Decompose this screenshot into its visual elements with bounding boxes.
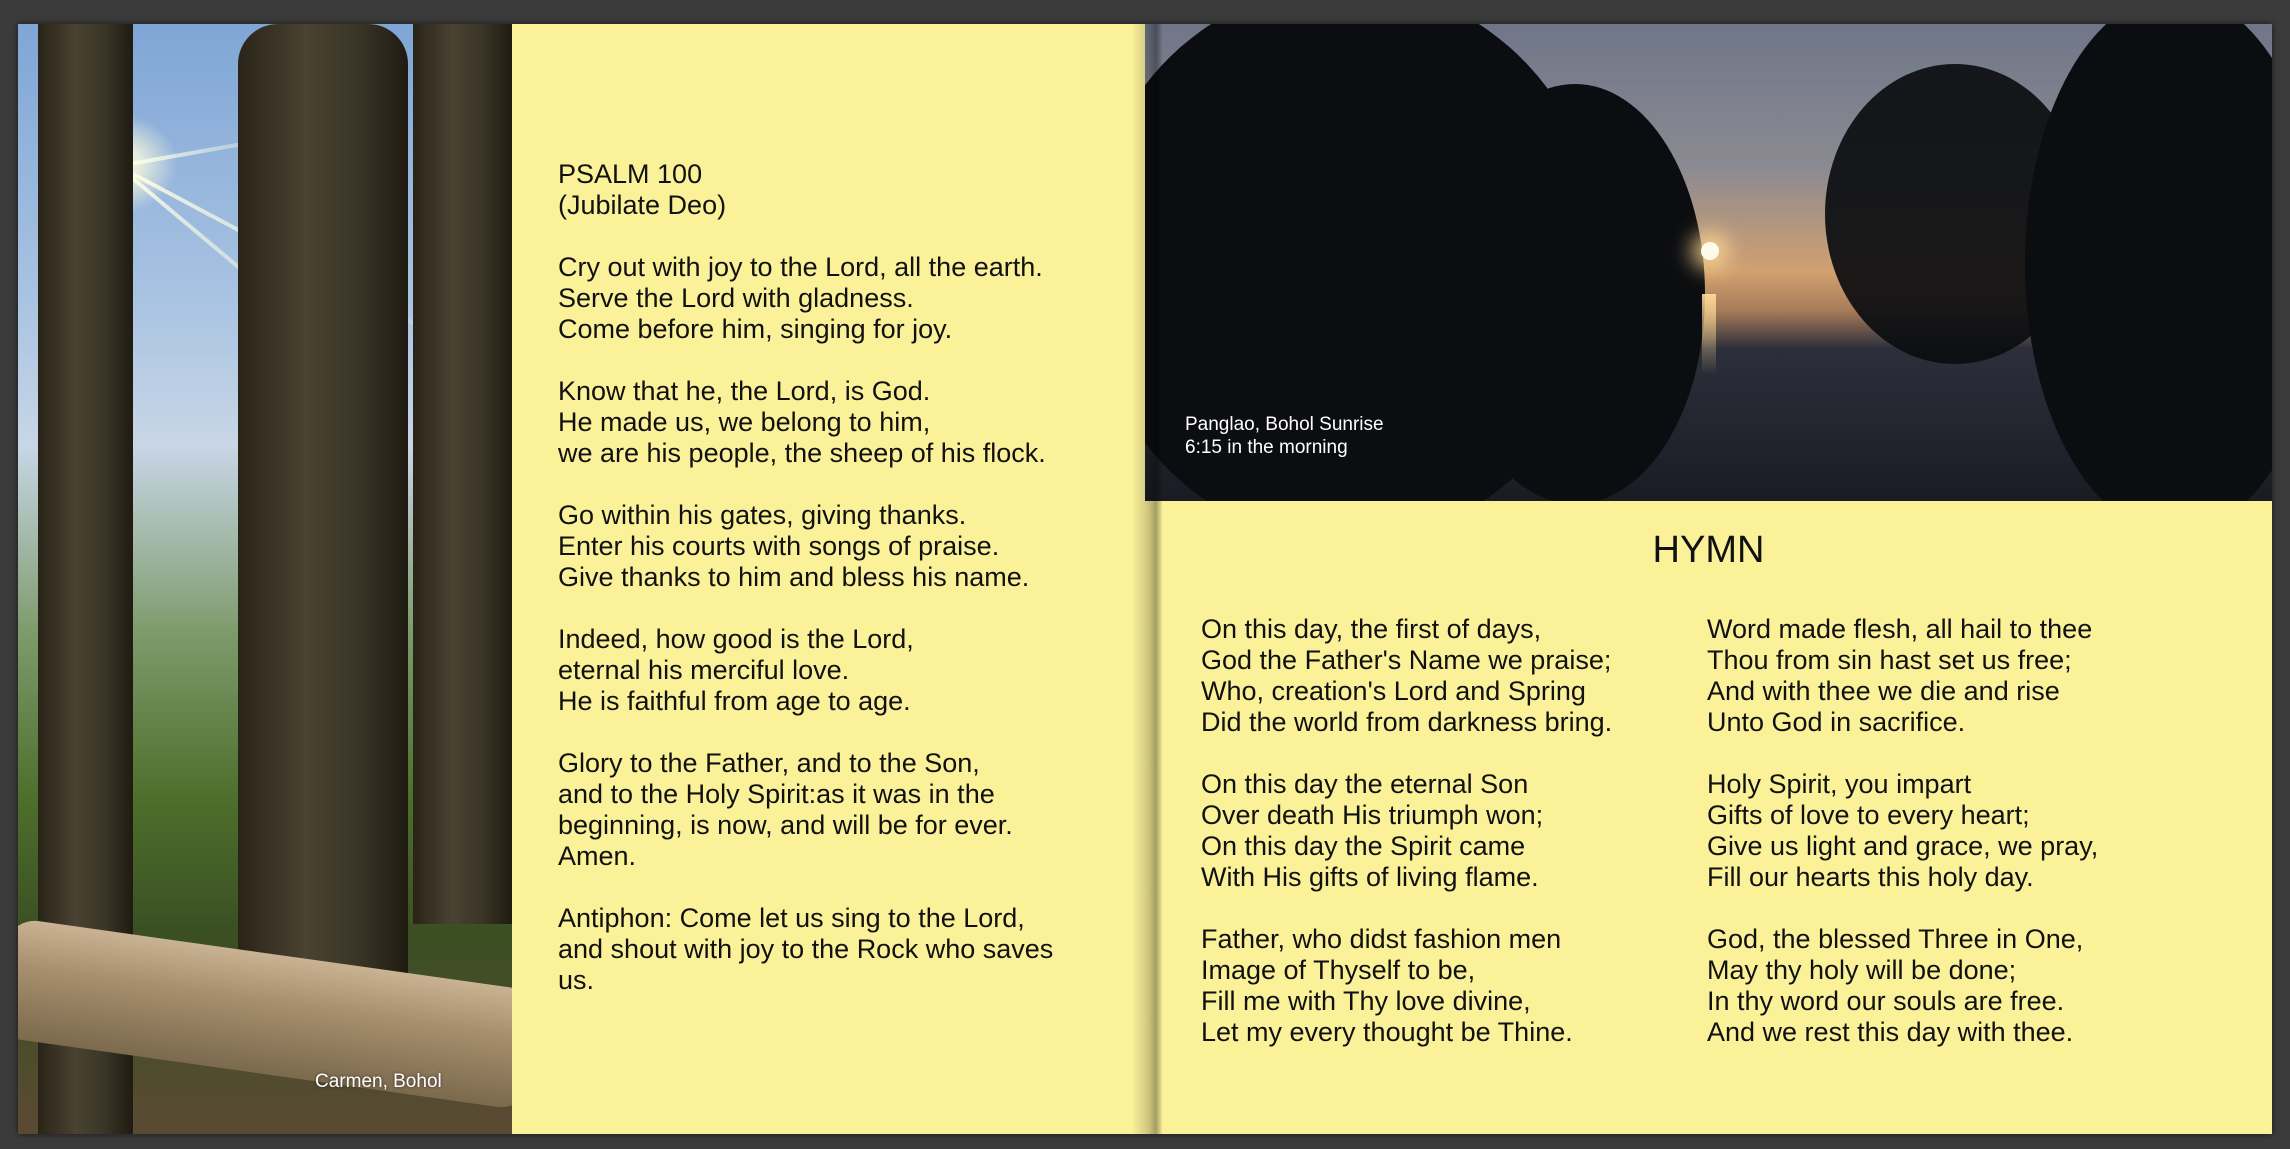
antiphon: Antiphon: Come let us sing to the Lord, and shout with joy to the Rock who saves us. [558, 903, 1054, 995]
sun-reflection [1702, 294, 1716, 374]
psalm-stanza: Glory to the Father, and to the Son, and to the Holy Spirit:as it was in the beginning, is now, and will be for ever. Amen. [558, 748, 1013, 871]
page-gutter [1132, 24, 1162, 1134]
photo-caption-right: Panglao, Bohol Sunrise 6:15 in the morning [1185, 414, 1384, 458]
hymn-title: HYMN [1652, 529, 1765, 571]
hymn-stanza: God, the blessed Three in One, May thy holy will be done; In thy word our souls are free. And we rest this day with thee. [1707, 924, 2084, 1047]
tree-trunk [413, 24, 512, 924]
psalm-stanza: Go within his gates, giving thanks. Enter his courts with songs of praise. Give thanks to him and bless his name. [558, 500, 1030, 592]
photo-caption-left: Carmen, Bohol [315, 1071, 442, 1092]
hymn-stanza: On this day the eternal Son Over death His triumph won; On this day the Spirit came With His gifts of living flame. [1201, 769, 1544, 892]
hymn-column-1 [1201, 614, 1681, 1079]
tree-silhouette [2025, 24, 2272, 501]
hymn-column-2 [1707, 614, 2187, 1079]
page-spread [18, 24, 2272, 1134]
sun [1701, 242, 1719, 260]
tree-silhouette [1445, 84, 1705, 501]
hymn-stanza: Father, who didst fashion men Image of Thyself to be, Fill me with Thy love divine, Let my every thought be Thine. [1201, 924, 1573, 1047]
hymn-stanza: Word made flesh, all hail to thee Thou from sin hast set us free; And with thee we die and rise Unto God in sacrifice. [1707, 614, 2093, 737]
psalm-stanza: Know that he, the Lord, is God. He made us, we belong to him, we are his people, the sheep of his flock. [558, 376, 1046, 468]
hymn-stanza: Holy Spirit, you impart Gifts of love to every heart; Give us light and grace, we pray, Fill our hearts this holy day. [1707, 769, 2099, 892]
tree-trunk [238, 24, 408, 1024]
psalm-title: PSALM 100 (Jubilate Deo) [558, 159, 727, 220]
psalm-stanza: Cry out with joy to the Lord, all the earth. Serve the Lord with gladness. Come before him, singing for joy. [558, 252, 1043, 344]
hymn-stanza: On this day, the first of days, God the Father's Name we praise; Who, creation's Lord and Spring Did the world from darkness bring. [1201, 614, 1613, 737]
psalm-text [558, 159, 1158, 1027]
psalm-stanza: Indeed, how good is the Lord, eternal his merciful love. He is faithful from age to age. [558, 624, 914, 716]
photo-carmen-bohol [18, 24, 512, 1134]
